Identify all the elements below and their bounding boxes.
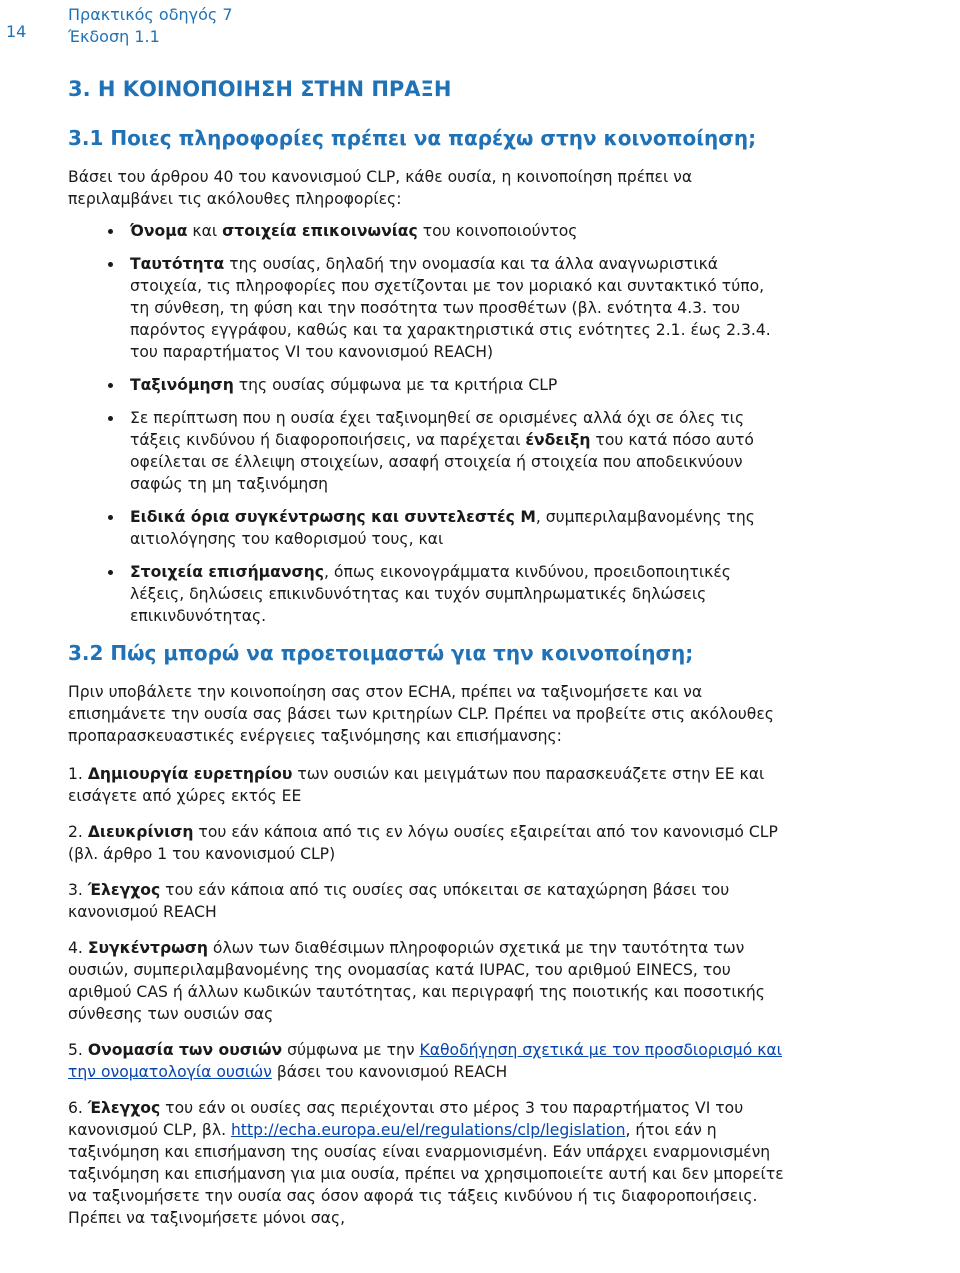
step-term: Έλεγχος bbox=[87, 881, 161, 899]
document-body bbox=[68, 74, 788, 1229]
term-bold: Όνομα bbox=[130, 222, 188, 240]
term-bold: στοιχεία επικοινωνίας bbox=[222, 222, 418, 240]
step-number: 5. bbox=[68, 1041, 88, 1059]
step-number: 2. bbox=[68, 823, 88, 841]
text: , ήτοι εάν η ταξινόμηση και επισήμανση της ουσίας είναι εναρμονισμένη. Εάν υπάρχει εναρμονισμένη ταξινόμηση και επισήμανση για μια ουσία, πρέπει να χρησιμοποιείτε αυτή και δεν μπορείτε να ταξινομήσετε την ουσία σας όσον αφορά τις τάξεις κινδύνου ή τις διαφοροποιήσεις. Πρέπει να ταξινομήσετε μόνοι σας, bbox=[68, 1121, 784, 1227]
list-item bbox=[68, 220, 788, 242]
step-item bbox=[68, 879, 788, 923]
bullet-icon bbox=[108, 570, 113, 575]
term-bold: Ταυτότητα bbox=[130, 255, 225, 273]
text: όλων των διαθέσιμων πληροφοριών σχετικά με την ταυτότητα των ουσιών, συμπεριλαμβανομένης της ονομασίας κατά IUPAC, του αριθμού EINECS, του αριθμού CAS ή άλλων κωδικών ταυτότητας, και περιγραφή της ποιοτικής και ποσοτικής σύνθεσης των ουσιών σας bbox=[68, 939, 765, 1023]
guide-title-line: Πρακτικός οδηγός 7 bbox=[68, 5, 233, 24]
list-item bbox=[68, 561, 788, 627]
list-item bbox=[68, 407, 788, 495]
section-3-2-intro: Πριν υποβάλετε την κοινοποίηση σας στον ECHA, πρέπει να ταξινομήσετε και να επισημάνετε την ουσία σας βάσει των κριτηρίων CLP. Πρέπει να προβείτε στις ακόλουθες προπαρασκευαστικές ενέργειες ταξινόμησης και επισήμανσης: bbox=[68, 683, 774, 745]
step-number: 6. bbox=[68, 1099, 88, 1117]
section-3-1-heading: 3.1 Ποιες πληροφορίες πρέπει να παρέχω στην κοινοποίηση; bbox=[68, 126, 757, 150]
step-term: Έλεγχος bbox=[87, 1099, 161, 1117]
guidance-link[interactable]: Καθοδήγηση σχετικά με τον προσδιορισμό και την ονοματολογία ουσιών bbox=[68, 1041, 782, 1081]
guide-title bbox=[68, 4, 233, 48]
step-term: Συγκέντρωση bbox=[87, 939, 208, 957]
step-number: 4. bbox=[68, 939, 88, 957]
term-bold: Στοιχεία επισήμανσης bbox=[130, 563, 324, 581]
bullet-icon bbox=[108, 383, 113, 388]
list-item bbox=[68, 374, 788, 396]
text: των ουσιών και μειγμάτων που παρασκευάζετε στην ΕΕ και εισάγετε από χώρες εκτός ΕΕ bbox=[68, 765, 765, 805]
text: σύμφωνα με την bbox=[282, 1041, 420, 1059]
step-item bbox=[68, 763, 788, 807]
bullet-icon bbox=[108, 229, 113, 234]
guide-edition: Έκδοση 1.1 bbox=[68, 27, 160, 46]
page-header bbox=[0, 2, 960, 46]
legislation-link[interactable]: http://echa.europa.eu/el/regulations/clp/legislation bbox=[231, 1121, 626, 1139]
text: του κατά πόσο αυτό οφείλεται σε έλλειψη στοιχείων, ασαφή στοιχεία ή στοιχεία που αποδεικνύουν σαφώς τη μη ταξινόμηση bbox=[130, 431, 754, 493]
section-3-heading: 3. Η ΚΟΙΝΟΠΟΙΗΣΗ ΣΤΗΝ ΠΡΑΞΗ bbox=[68, 77, 452, 101]
text: του εάν οι ουσίες σας περιέχονται στο μέρος 3 του παραρτήματος VI του κανονισμού CLP, βλ. bbox=[68, 1099, 744, 1139]
step-item bbox=[68, 821, 788, 865]
text: Σε περίπτωση που η ουσία έχει ταξινομηθεί σε ορισμένες αλλά όχι σε όλες τις τάξεις κινδύνου ή διαφοροποιήσεις, να παρέχεται bbox=[130, 409, 745, 449]
list-item bbox=[68, 253, 788, 363]
step-item bbox=[68, 1097, 788, 1229]
bullet-icon bbox=[108, 416, 113, 421]
step-term: Ονομασία των ουσιών bbox=[87, 1041, 283, 1059]
step-item bbox=[68, 1039, 788, 1083]
text: του κοινοποιούντος bbox=[417, 222, 578, 240]
text: , συμπεριλαμβανομένης της αιτιολόγησης του καθορισμού τους, και bbox=[130, 508, 755, 548]
step-term: Διευκρίνιση bbox=[87, 823, 194, 841]
text: της ουσίας σύμφωνα με τα κριτήρια CLP bbox=[233, 376, 558, 394]
section-3-1-intro: Βάσει του άρθρου 40 του κανονισμού CLP, κάθε ουσία, η κοινοποίηση πρέπει να περιλαμβάνει τις ακόλουθες πληροφορίες: bbox=[68, 168, 693, 208]
step-term: Δημιουργία ευρετηρίου bbox=[87, 765, 293, 783]
term-bold: ένδειξη bbox=[525, 431, 591, 449]
term-bold: Ταξινόμηση bbox=[130, 376, 234, 394]
preparation-steps bbox=[68, 763, 788, 1229]
term-bold: Ειδικά όρια συγκέντρωσης και συντελεστές Μ bbox=[130, 508, 536, 526]
list-item bbox=[68, 506, 788, 550]
bullet-icon bbox=[108, 515, 113, 520]
required-info-list bbox=[68, 220, 788, 627]
text: και bbox=[187, 222, 223, 240]
text: , όπως εικονογράμματα κινδύνου, προειδοποιητικές λέξεις, δηλώσεις επικινδυνότητας και τυχόν συμπληρωματικές δηλώσεις επικινδυνότητας. bbox=[130, 563, 731, 625]
step-number: 1. bbox=[68, 765, 88, 783]
bullet-icon bbox=[108, 262, 113, 267]
step-item bbox=[68, 937, 788, 1025]
text: της ουσίας, δηλαδή την ονομασία και τα άλλα αναγνωριστικά στοιχεία, τις πληροφορίες που σχετίζονται με τον μοριακό και συντακτικό τύπο, τη σύνθεση, τη φύση και την ποσότητα των προσθέτων (βλ. ενότητα 4.3. του παρόντος εγγράφου, καθώς και τα χαρακτηριστικά στις ενότητες 2.1. έως 2.3.4. του παραρτήματος VI του κανονισμού REACH) bbox=[130, 255, 771, 361]
section-3-2-heading: 3.2 Πώς μπορώ να προετοιμαστώ για την κοινοποίηση; bbox=[68, 641, 694, 665]
step-number: 3. bbox=[68, 881, 88, 899]
page-number: 14 bbox=[6, 22, 27, 41]
text: βάσει του κανονισμού REACH bbox=[271, 1063, 508, 1081]
text: του εάν κάποια από τις ουσίες σας υπόκειται σε καταχώρηση βάσει του κανονισμού REACH bbox=[68, 881, 730, 921]
text: του εάν κάποια από τις εν λόγω ουσίες εξαιρείται από τον κανονισμό CLP (βλ. άρθρο 1 του κανονισμού CLP) bbox=[68, 823, 778, 863]
